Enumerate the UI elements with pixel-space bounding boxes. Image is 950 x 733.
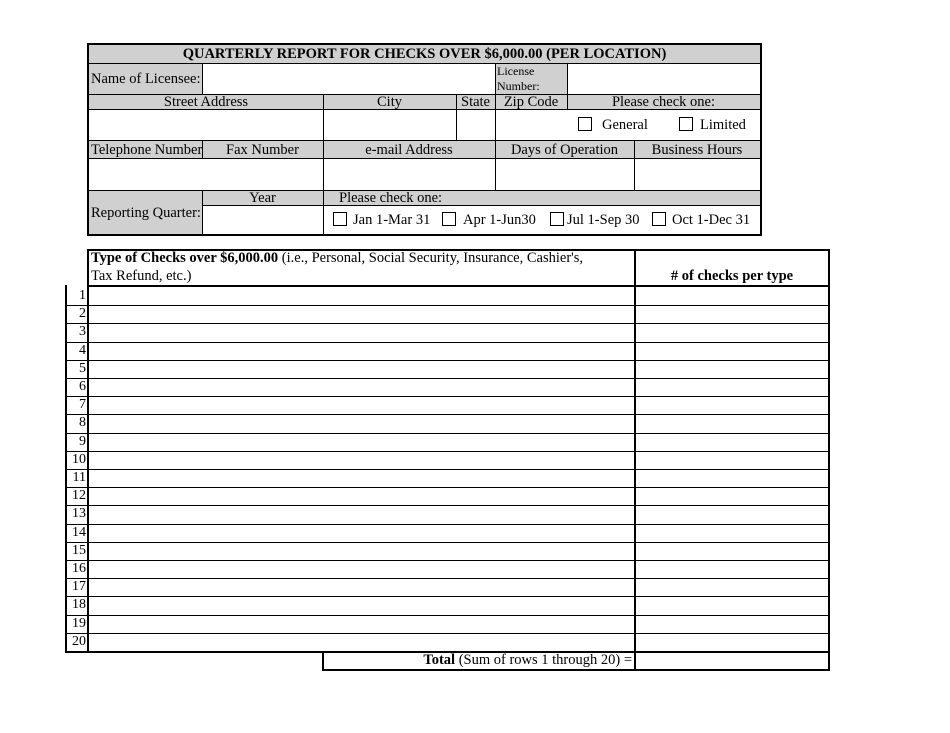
- license-number-field[interactable]: [568, 64, 760, 94]
- check-type-cell[interactable]: [90, 306, 633, 323]
- check-count-cell[interactable]: [637, 597, 828, 614]
- check-count-cell[interactable]: [637, 306, 828, 323]
- check-type-cell[interactable]: [90, 561, 633, 578]
- check-count-cell[interactable]: [637, 343, 828, 360]
- row-number: 19: [72, 616, 86, 631]
- row-number: 1: [79, 288, 86, 303]
- check-type-cell[interactable]: [90, 525, 633, 542]
- state-label: State: [461, 94, 490, 110]
- check-count-cell[interactable]: [637, 470, 828, 487]
- check-count-cell[interactable]: [637, 415, 828, 432]
- license-number-label-2: Number:: [497, 79, 540, 93]
- check-count-cell[interactable]: [637, 452, 828, 469]
- check-type-cell[interactable]: [90, 361, 633, 378]
- year-field[interactable]: [203, 206, 323, 234]
- total-label: Total (Sum of rows 1 through 20) =: [423, 652, 632, 668]
- limited-checkbox[interactable]: [679, 117, 693, 131]
- check-type-cell[interactable]: [90, 616, 633, 633]
- business-hours-label: Business Hours: [651, 142, 743, 158]
- q1-label: Jan 1-Mar 31: [353, 212, 431, 228]
- check-type-cell[interactable]: [90, 470, 633, 487]
- row-number: 3: [79, 324, 86, 339]
- name-of-licensee-label: Name of Licensee:: [91, 71, 201, 87]
- check-count-cell[interactable]: [637, 616, 828, 633]
- email-address-label: e-mail Address: [365, 142, 453, 158]
- general-checkbox[interactable]: [578, 117, 592, 131]
- row-number: 10: [72, 452, 86, 467]
- row-number: 15: [72, 543, 86, 558]
- business-hours-field[interactable]: [635, 159, 760, 190]
- check-type-cell[interactable]: [90, 343, 633, 360]
- q3-label: Jul 1-Sep 30: [567, 212, 640, 228]
- check-count-cell[interactable]: [637, 579, 828, 596]
- check-type-cell[interactable]: [90, 434, 633, 451]
- row-number: 17: [72, 579, 86, 594]
- check-count-cell[interactable]: [637, 506, 828, 523]
- check-count-cell[interactable]: [637, 324, 828, 341]
- quarter-check-label: Please check one:: [339, 190, 443, 206]
- check-count-cell[interactable]: [637, 634, 828, 651]
- q2-checkbox[interactable]: [442, 212, 456, 226]
- check-type-cell[interactable]: [90, 452, 633, 469]
- type-of-checks-header: Type of Checks over $6,000.00 (i.e., Personal, Social Security, Insurance, Cashier's,: [91, 250, 584, 266]
- check-count-cell[interactable]: [637, 561, 828, 578]
- row-number: 12: [72, 488, 86, 503]
- row-number: 13: [72, 506, 86, 521]
- row-number: 16: [72, 561, 86, 576]
- reporting-quarter-label: Reporting Quarter:: [91, 205, 201, 221]
- q1-checkbox[interactable]: [333, 212, 347, 226]
- q2-label: Apr 1-Jun30: [463, 212, 536, 228]
- form-title: QUARTERLY REPORT FOR CHECKS OVER $6,000.00 (PER LOCATION): [182, 46, 667, 62]
- total-count-field[interactable]: [637, 653, 828, 670]
- check-type-cell[interactable]: [90, 634, 633, 651]
- telephone-number-label: Telephone Number: [91, 142, 203, 158]
- check-count-cell[interactable]: [637, 488, 828, 505]
- year-label: Year: [249, 190, 276, 206]
- check-type-cell[interactable]: [90, 506, 633, 523]
- zip-code-label: Zip Code: [503, 94, 559, 110]
- street-address-label: Street Address: [163, 94, 249, 110]
- row-number: 18: [72, 597, 86, 612]
- check-type-cell[interactable]: [90, 597, 633, 614]
- zip-code-field[interactable]: [496, 110, 567, 140]
- check-type-cell[interactable]: [90, 397, 633, 414]
- city-label: City: [377, 94, 402, 110]
- checks-per-type-header: # of checks per type: [670, 268, 794, 284]
- telephone-fax-field[interactable]: [90, 159, 323, 190]
- q3-checkbox[interactable]: [550, 212, 564, 226]
- fax-number-label: Fax Number: [226, 142, 299, 158]
- check-count-cell[interactable]: [637, 525, 828, 542]
- q4-checkbox[interactable]: [652, 212, 666, 226]
- check-count-cell[interactable]: [637, 379, 828, 396]
- street-address-field[interactable]: [90, 110, 323, 140]
- general-label: General: [602, 117, 648, 133]
- row-number: 2: [79, 306, 86, 321]
- q4-label: Oct 1-Dec 31: [672, 212, 751, 228]
- licensee-name-field[interactable]: [203, 64, 494, 94]
- license-number-label-1: License: [497, 64, 535, 78]
- limited-label: Limited: [700, 117, 746, 133]
- check-type-cell[interactable]: [90, 379, 633, 396]
- email-address-field[interactable]: [324, 159, 495, 190]
- check-type-cell[interactable]: [90, 288, 633, 305]
- row-number: 5: [79, 361, 86, 376]
- check-count-cell[interactable]: [637, 361, 828, 378]
- check-count-cell[interactable]: [637, 288, 828, 305]
- row-number: 11: [72, 470, 86, 485]
- row-number: 9: [79, 434, 86, 449]
- check-count-cell[interactable]: [637, 543, 828, 560]
- check-type-cell[interactable]: [90, 415, 633, 432]
- days-of-operation-field[interactable]: [496, 159, 634, 190]
- row-number: 4: [79, 343, 86, 358]
- row-number: 8: [79, 415, 86, 430]
- check-type-cell[interactable]: [90, 543, 633, 560]
- check-type-cell[interactable]: [90, 579, 633, 596]
- row-number: 14: [72, 525, 86, 540]
- check-count-cell[interactable]: [637, 397, 828, 414]
- check-count-cell[interactable]: [637, 434, 828, 451]
- row-number: 20: [72, 634, 86, 649]
- city-field[interactable]: [324, 110, 456, 140]
- type-of-checks-header-line2: Tax Refund, etc.): [91, 268, 192, 284]
- row-number: 7: [79, 397, 86, 412]
- license-type-check-label: Please check one:: [611, 94, 716, 110]
- state-field[interactable]: [457, 110, 495, 140]
- row-number: 6: [79, 379, 86, 394]
- check-type-cell[interactable]: [90, 488, 633, 505]
- check-type-cell[interactable]: [90, 324, 633, 341]
- days-of-operation-label: Days of Operation: [510, 142, 619, 158]
